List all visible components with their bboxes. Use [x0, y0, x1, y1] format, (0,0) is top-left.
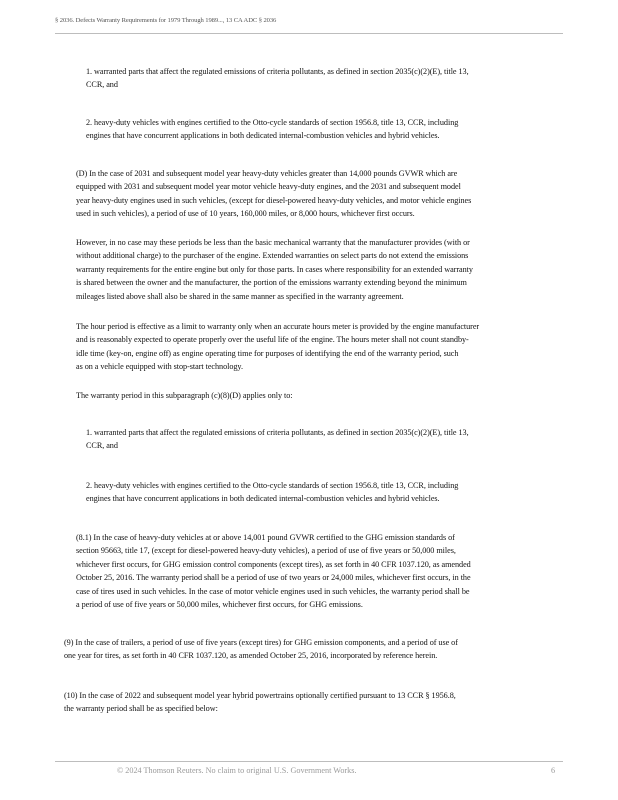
header-divider — [55, 33, 563, 34]
paragraph: (10) In the case of 2022 and subsequent model year hybrid powertrains optionally certified pursuant to 13 CCR § 1956.8, the warranty period shall be as specified below: — [64, 691, 456, 714]
page-number: 6 — [551, 766, 556, 775]
paragraph: (D) In the case of 2031 and subsequent model year heavy-duty vehicles greater than 14,000 pounds GVWR which are equipped with 2031 and subsequent model year motor vehicle heavy-duty engines, and the 2031 and subsequent model year heavy-duty engines used in such vehicles, (except for diesel-powered heavy-duty vehicles, and motor vehicle engines used in such vehicles), a period of use of 10 years, 160,000 miles, or 8,000 hours, whichever first occurs. — [76, 169, 472, 219]
list-item: 2. heavy-duty vehicles with engines certified to the Otto-cycle standards of section 1956.8, title 13, CCR, including engines that have concurrent applications in both dedicated internal-combustion vehicles and hybrid vehicles. — [86, 118, 459, 141]
paragraph: The hour period is effective as a limit to warranty only when an accurate hours meter is provided by the engine manufacturer and is reasonably expected to operate properly over the useful life of the engine. The hours meter shall not count standby- idle time (key-on, engine off) as engine operating time for purposes of identifying the end of the warranty period, such as on a vehicle equipped with stop-start technology. — [76, 322, 480, 372]
paragraph: However, in no case may these periods be less than the basic mechanical warranty that the manufacturer provides (with or without additional charge) to the purchaser of the engine. Extended warranties on select parts do not extend the emissions warranty requirements for the entire engine but only for those parts. In cases where responsibility for an extended warranty is shared between the owner and the manufacturer, the portion of the emissions warranty extending beyond the minimum mileages listed above shall also be shared in the same manner as specified in the warranty agreement. — [76, 238, 473, 301]
list-item: 1. warranted parts that affect the regulated emissions of criteria pollutants, as defined in section 2035(c)(2)(E), title 13, CCR, and — [86, 67, 469, 90]
paragraph: The warranty period in this subparagraph (c)(8)(D) applies only to: — [76, 391, 293, 400]
footer-divider — [55, 761, 563, 762]
list-item: 2. heavy-duty vehicles with engines certified to the Otto-cycle standards of section 1956.8, title 13, CCR, including engines that have concurrent applications in both dedicated internal-combustion vehicles and hybrid vehicles. — [86, 481, 459, 504]
list-item: 1. warranted parts that affect the regulated emissions of criteria pollutants, as defined in section 2035(c)(2)(E), title 13, CCR, and — [86, 428, 469, 451]
paragraph: (9) In the case of trailers, a period of use of five years (except tires) for GHG emission components, and a period of use of one year for tires, as set forth in 40 CFR 1037.120, as amended October 25, 2016, incorporated by reference herein. — [64, 638, 458, 661]
copyright-notice: © 2024 Thomson Reuters. No claim to original U.S. Government Works. — [117, 766, 357, 775]
paragraph: (8.1) In the case of heavy-duty vehicles at or above 14,001 pound GVWR certified to the GHG emission standards of section 95663, title 17, (except for diesel-powered heavy-duty vehicles), a period of use of five years or 50,000 miles, whichever first occurs, for GHG emission control components (except tires), as set forth in 40 CFR 1037.120, as amended October 25, 2016. The warranty period shall be a period of use of two years or 24,000 miles, whichever first occurs, in the case of tires used in such vehicles. In the case of motor vehicle engines used in such vehicles, the warranty period shall be a period of use of five years or 50,000 miles, whichever first occurs, for GHG emissions. — [76, 533, 471, 610]
document-citation-header: § 2036. Defects Warranty Requirements for 1979 Through 1989..., 13 CA ADC § 2036 — [55, 17, 277, 24]
